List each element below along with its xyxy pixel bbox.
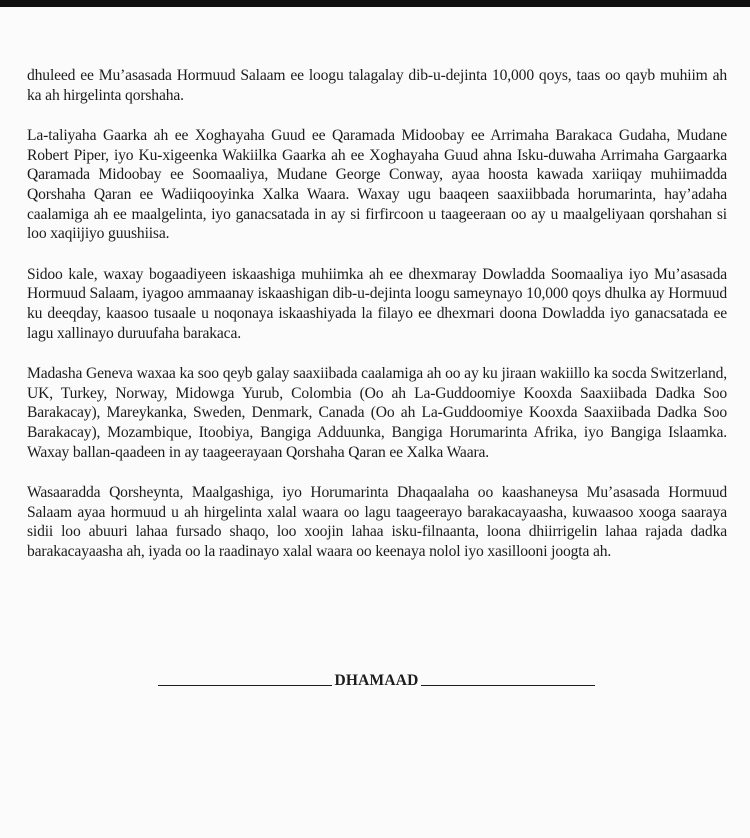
closing-word: DHAMAAD bbox=[334, 672, 419, 689]
top-edge-bar bbox=[0, 0, 750, 7]
paragraph-partnership: Sidoo kale, waxay bogaadiyeen iskaashiga muhiimka ah ee dhexmaray Dowladda Soomaaliya iyo Mu’asasada Hormuud Salaam, iyagoo ammaanay iskaashigan dib-u-dejinta loogu sameynayo 10,000 qoys dhulka ay Hormuud ku deeqday, kaasoo tusaale u noqonaya iskaashiyada la filayo ee dhexmari doona Dowladda iyo ganacsatada ee lagu xallinayo duruufaha barakaca. bbox=[27, 265, 727, 342]
paragraph-geneva-attendees: Madasha Geneva waxaa ka soo qeyb galay saaxiibada caalamiga ah oo ay ku jiraan wakiillo ka socda Switzerland, UK, Turkey, Norway, Midowga Yurub, Colombia (Oo ah La-Guddoomiye Kooxda Saaxiibada Dadka Soo Barakacay), Mareykanka, Sweden, Denmark, Canada (Oo ah La-Guddoomiye Kooxda Saaxiibada Dadka Soo Barakacay), Mozambique, Itoobiya, Bangiga Adduunka, Bangiga Horumarinta Afrika, iyo Bangiga Islaamka. Waxay ballan-qaadeen in ay taageerayaan Qorshaha Qaran ee Xalka Waara. bbox=[27, 365, 727, 461]
closing-rule-left bbox=[158, 684, 332, 686]
paragraph-ministry: Wasaaradda Qorsheynta, Maalgashiga, iyo Horumarinta Dhaqaalaha oo kaashaneysa Mu’asasada Hormuud Salaam ayaa hormuud u ah hirgelinta xalal waara oo lagu taageerayo barakacayaasha, kuwaasoo xooga saaraya sidii loo abuuri lahaa fursado shaqo, loo xoojin lahaa isku-filnaanta, loona dhiirrigelin lahaa rajada dadka barakacayaasha ah, iyada oo la raadinayo xalal waara oo keenaya nolol iyo xasillooni joogta ah. bbox=[27, 484, 727, 560]
paragraph-continuation: dhuleed ee Mu’asasada Hormuud Salaam ee loogu talagalay dib-u-dejinta 10,000 qoys, taas oo qayb muhiim ah ka ah hirgelinta qorshaha. bbox=[27, 67, 727, 104]
closing-rule-right bbox=[421, 684, 595, 686]
paragraph-un-officials: La-taliyaha Gaarka ah ee Xoghayaha Guud ee Qaramada Midoobay ee Arrimaha Barakaca Gudaha, Mudane Robert Piper, iyo Ku-xigeenka Wakiilka Gaarka ah ee Xoghayaha Guud ahna Isku-duwaha Arrimaha Gargaarka Qaramada Midoobay ee Soomaaliya, Mudane George Conway, ayaa hoosta kawada xariiqay muhiimadda Qorshaha Qaran ee Wadiiqooyinka Xalka Waara. Waxay ugu baaqeen saaxiibbada horumarinta, hay’adaha caalamiga ah ee maalgelinta, iyo ganacsatada in ay si firfircoon u taageeraan oo ay u maalgeliyaan qorshahan si loo xaqiijiyo guushiisa. bbox=[27, 127, 727, 243]
document-body bbox=[27, 66, 727, 582]
closing-line bbox=[158, 666, 595, 690]
